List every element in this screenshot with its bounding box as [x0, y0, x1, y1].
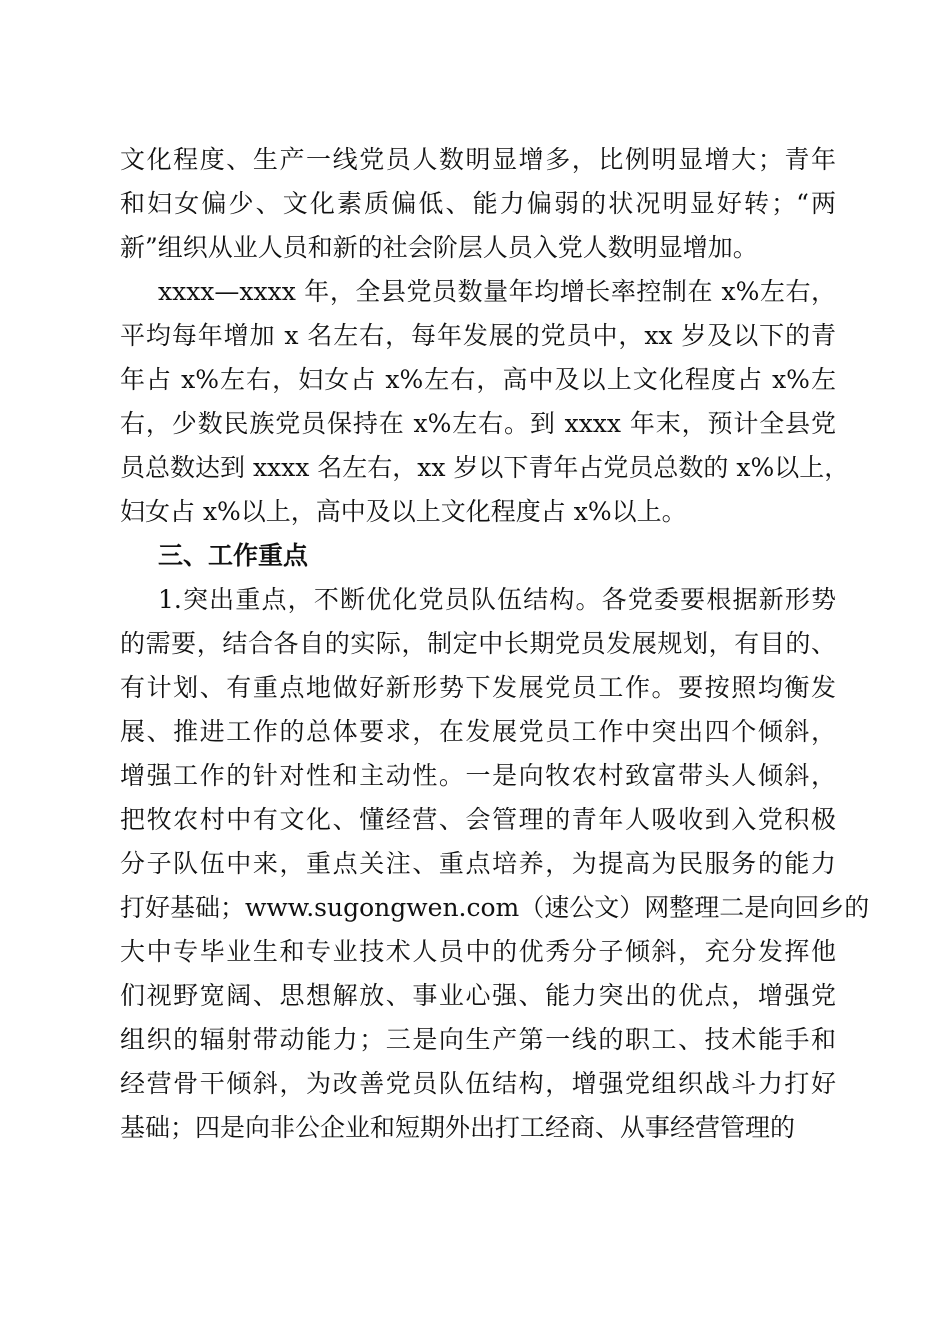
paragraph-goals-summary	[120, 138, 836, 270]
text-line: 展、推进工作的总体要求，在发展党员工作中突出四个倾斜，	[120, 717, 836, 746]
section-heading: 三、工作重点	[158, 541, 309, 570]
text-line: 经营骨干倾斜，为改善党员队伍结构，增强党组织战斗力打好	[120, 1069, 836, 1098]
text-line: 新”组织从业人员和新的社会阶层人员入党人数明显增加。	[120, 233, 758, 262]
text-line: 打好基础；www.sugongwen.com（速公文）网整理二是向回乡的	[120, 893, 870, 922]
text-line: 增强工作的针对性和主动性。一是向牧农村致富带头人倾斜，	[120, 761, 836, 790]
text-line: 大中专毕业生和专业技术人员中的优秀分子倾斜，充分发挥他	[120, 937, 836, 966]
paragraph-key-work	[120, 578, 870, 1150]
text-line: xxxx—xxxx 年，全县党员数量年均增长率控制在 x%左右，	[158, 277, 836, 306]
text-line: 平均每年增加 x 名左右，每年发展的党员中，xx 岁及以下的青	[120, 321, 836, 350]
text-line: 们视野宽阔、思想解放、事业心强、能力突出的优点，增强党	[120, 981, 836, 1010]
text-line: 年占 x%左右，妇女占 x%左右，高中及以上文化程度占 x%左	[120, 365, 836, 394]
text-line: 妇女占 x%以上，高中及以上文化程度占 x%以上。	[120, 497, 687, 526]
text-line: 把牧农村中有文化、懂经营、会管理的青年人吸收到入党积极	[120, 805, 836, 834]
text-line: 和妇女偏少、文化素质偏低、能力偏弱的状况明显好转；“两	[120, 189, 836, 218]
text-line: 基础；四是向非公企业和短期外出打工经商、从事经营管理的	[120, 1113, 796, 1142]
text-line: 文化程度、生产一线党员人数明显增多，比例明显增大；青年	[120, 145, 836, 174]
text-line: 组织的辐射带动能力；三是向生产第一线的职工、技术能手和	[120, 1025, 836, 1054]
text-line: 有计划、有重点地做好新形势下发展党员工作。要按照均衡发	[120, 673, 836, 702]
text-line: 员总数达到 xxxx 名左右，xx 岁以下青年占党员总数的 x%以上，	[120, 453, 850, 482]
paragraph-targets	[120, 270, 850, 534]
document-body	[120, 138, 870, 1150]
text-line: 右，少数民族党员保持在 x%左右。到 xxxx 年末，预计全县党	[120, 409, 836, 438]
text-line: 1.突出重点，不断优化党员队伍结构。各党委要根据新形势	[158, 585, 836, 614]
text-line: 的需要，结合各自的实际，制定中长期党员发展规划，有目的、	[120, 629, 836, 658]
text-line: 分子队伍中来，重点关注、重点培养，为提高为民服务的能力	[120, 849, 836, 878]
